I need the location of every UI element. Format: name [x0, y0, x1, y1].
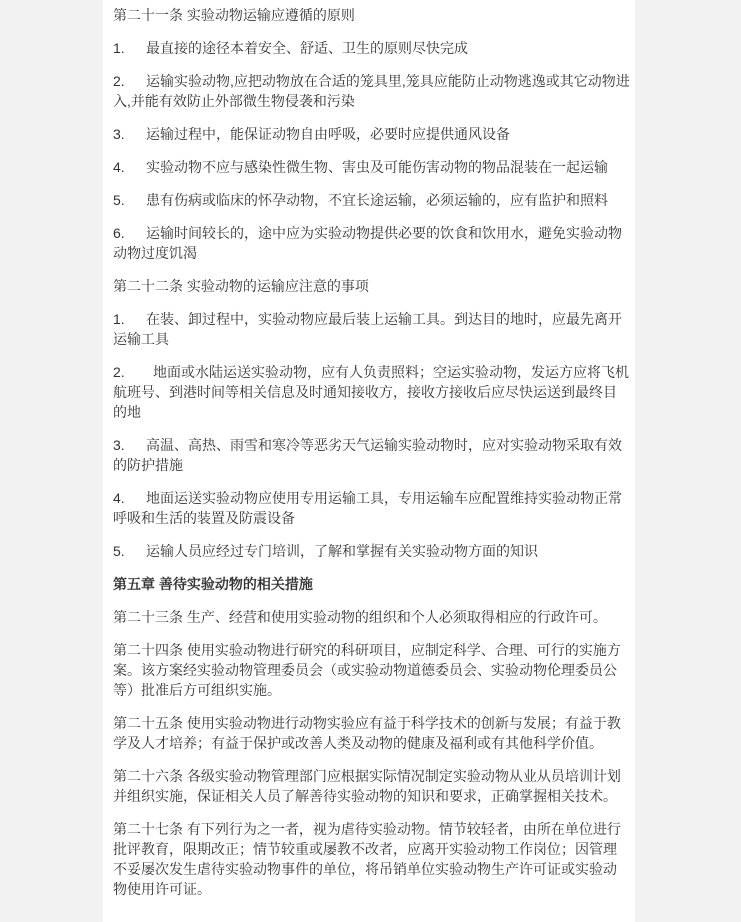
block-text: 第二十一条 实验动物运输应遵循的原则 [113, 7, 355, 23]
block-text: 地面运送实验动物应使用专用运输工具，专用运输车应配置维持实验动物正常呼吸和生活的装置及防震设备 [113, 490, 622, 526]
block-text: 实验动物不应与感染性微生物、害虫及可能伤害动物的物品混装在一起运输 [146, 159, 608, 175]
block-text: 运输实验动物,应把动物放在合适的笼具里,笼具应能防止动物逃逸或其它动物进入,并能有效防止外部微生物侵袭和污染 [113, 73, 630, 109]
item-number: 4. [113, 159, 125, 175]
list-item [113, 157, 630, 177]
list-item [113, 124, 630, 144]
list-item [113, 71, 630, 111]
article-heading [113, 276, 630, 296]
item-number: 5. [113, 543, 125, 559]
block-text: 第二十五条 使用实验动物进行动物实验应有益于科学技术的创新与发展；有益于教学及人才培养；有益于保护或改善人类及动物的健康及福利或有其他科学价值。 [113, 715, 621, 751]
item-number: 1. [113, 40, 125, 56]
item-number: 5. [113, 192, 125, 208]
block-text: 地面或水陆运送实验动物，应有人负责照料；空运实验动物，发运方应将飞机航班号、到港时间等相关信息及时通知接收方，接收方接收后应尽快运送到最终目的地 [113, 364, 629, 420]
list-item [113, 488, 630, 528]
paragraph [113, 713, 630, 753]
block-text: 运输人员应经过专门培训，了解和掌握有关实验动物方面的知识 [146, 543, 538, 559]
block-text: 第五章 善待实验动物的相关措施 [113, 576, 313, 592]
list-item [113, 362, 630, 422]
list-item [113, 190, 630, 210]
item-number: 6. [113, 225, 125, 241]
paragraph [113, 640, 630, 700]
block-text: 患有伤病或临床的怀孕动物，不宜长途运输，必须运输的，应有监护和照料 [146, 192, 608, 208]
article-heading [113, 5, 630, 25]
block-text: 运输时间较长的，途中应为实验动物提供必要的饮食和饮用水，避免实验动物动物过度饥渴 [113, 225, 622, 261]
list-item [113, 38, 630, 58]
list-item [113, 541, 630, 561]
block-text: 第二十二条 实验动物的运输应注意的事项 [113, 278, 369, 294]
paragraph [113, 607, 630, 627]
list-item [113, 309, 630, 349]
list-item [113, 223, 630, 263]
block-text: 最直接的途径本着安全、舒适、卫生的原则尽快完成 [146, 40, 468, 56]
block-text: 第二十四条 使用实验动物进行研究的科研项目，应制定科学、合理、可行的实施方案。该方案经实验动物管理委员会（或实验动物道德委员会、实验动物伦理委员公等）批准后方可组织实施。 [113, 642, 621, 698]
block-text: 第二十三条 生产、经营和使用实验动物的组织和个人必须取得相应的行政许可。 [113, 609, 607, 625]
list-item [113, 435, 630, 475]
paragraph [113, 819, 630, 899]
chapter-heading [113, 574, 630, 594]
block-text: 第二十六条 各级实验动物管理部门应根据实际情况制定实验动物从业从员培训计划并组织实施，保证相关人员了解善待实验动物的知识和要求，正确掌握相关技术。 [113, 768, 621, 804]
block-text: 高温、高热、雨雪和寒冷等恶劣天气运输实验动物时，应对实验动物采取有效的防护措施 [113, 437, 622, 473]
item-number: 2. [113, 73, 125, 89]
item-number: 4. [113, 490, 125, 506]
block-text: 第二十七条 有下列行为之一者，视为虐待实验动物。情节较轻者，由所在单位进行批评教育，限期改正；情节较重或屡教不改者，应离开实验动物工作岗位；因管理不妥屡次发生虐待实验动物事件的单位，将吊销单位实验动物生产许可证或实验动物使用许可证。 [113, 821, 621, 897]
item-number: 1. [113, 311, 125, 327]
item-number: 2. [113, 364, 125, 380]
paragraph [113, 766, 630, 806]
block-text: 运输过程中，能保证动物自由呼吸，必要时应提供通风设备 [146, 126, 510, 142]
item-number: 3. [113, 126, 125, 142]
item-number: 3. [113, 437, 125, 453]
block-text: 在装、卸过程中，实验动物应最后装上运输工具。到达目的地时，应最先离开运输工具 [113, 311, 622, 347]
document-page [103, 0, 635, 922]
